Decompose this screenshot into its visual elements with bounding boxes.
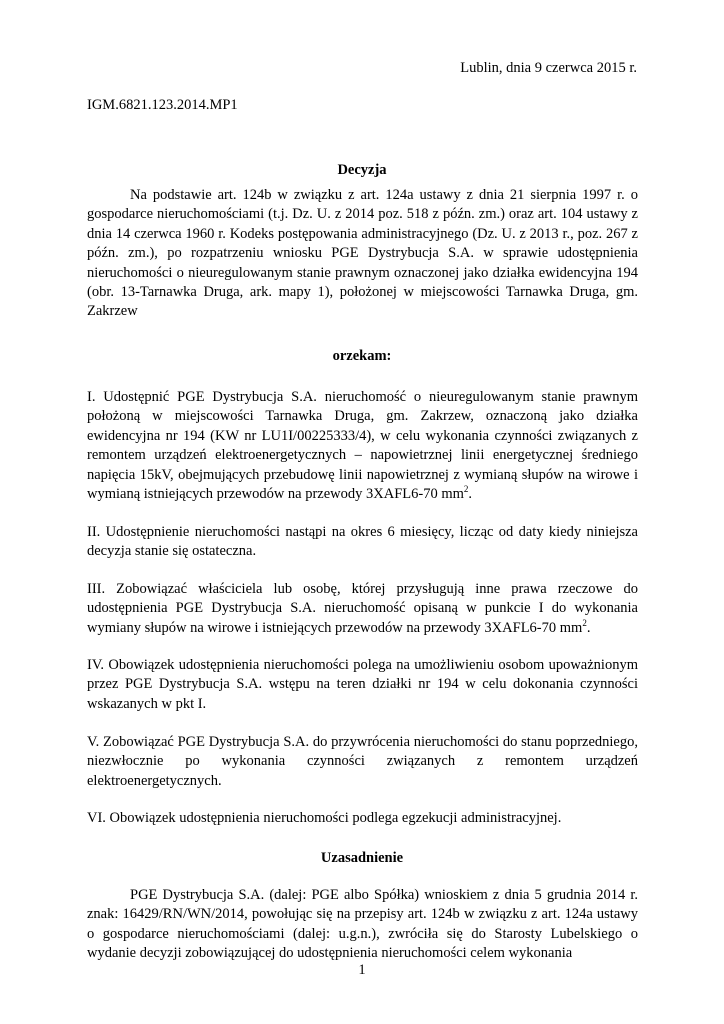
point-3 bbox=[87, 580, 638, 638]
point-1 bbox=[87, 388, 638, 504]
point-6: VI. Obowiązek udostępnienia nieruchomości podlega egzekucji administracyjnej. bbox=[87, 810, 562, 826]
point-1-superscript: 2 bbox=[463, 484, 469, 495]
case-reference: IGM.6821.123.2014.MP1 bbox=[87, 97, 238, 113]
point-3-text: III. Zobowiązać właściciela lub osobę, której przysługują inne prawa rzeczowe do udostępnienia PGE Dystrybucja S.A. nieruchomość opisaną w punkcie I do wykonania wymiany słupów na wirowe i istniejących przewodów na przewody 3XAFL6-70 mm bbox=[87, 581, 638, 636]
point-3-end: . bbox=[586, 619, 591, 636]
point-4: IV. Obowiązek udostępnienia nieruchomości polega na umożliwieniu osobom upoważnionym przez PGE Dystrybucja S.A. wstępu na teren działki nr 194 w celu dokonania czynności wskazanych w pkt I. bbox=[87, 657, 638, 712]
point-5: V. Zobowiązać PGE Dystrybucja S.A. do przywrócenia nieruchomości do stanu poprzedniego, niezwłocznie po wykonania czynności związanych z remontem urządzeń elektroenergetycznych. bbox=[87, 734, 638, 789]
decision-title: Decyzja bbox=[337, 162, 387, 178]
point-1-end: . bbox=[468, 486, 473, 503]
ruling-heading: orzekam: bbox=[332, 348, 392, 364]
justification-heading: Uzasadnienie bbox=[320, 850, 404, 866]
point-1-text: I. Udostępnić PGE Dystrybucja S.A. nieruchomość o nieuregulowanym stanie prawnym położoną w miejscowości Tarnawka Druga, gm. Zakrzew, oznaczoną jako działka ewidencyjna nr 194 (KW nr LU1I/00225333/4), w celu wykonania czynności związanych z remontem urządzeń elektroenergetycznych – napowietrznej linii energetycznej średniego napięcia 15kV, obejmujących przebudowę linii napowietrznej z wymianą słupów na wirowe i wymianą istniejących przewodów na przewody 3XAFL6-70 mm bbox=[87, 389, 638, 503]
place-date: Lublin, dnia 9 czerwca 2015 r. bbox=[460, 60, 637, 76]
justification-paragraph: PGE Dystrybucja S.A. (dalej: PGE albo Spółka) wnioskiem z dnia 5 grudnia 2014 r. znak: 16429/RN/WN/2014, powołując się na przepisy art. 124b w związku z art. 124a ustawy o gospodarce nieruchomościami (dalej: u.g.n.), zwróciła się do Starosty Lubelskiego o wydanie decyzji zobowiązującej do udostępnienia nieruchomości celem wykonania bbox=[87, 887, 638, 962]
point-2: II. Udostępnienie nieruchomości nastąpi na okres 6 miesięcy, licząc od daty kiedy niniejsza decyzja stanie się ostateczna. bbox=[87, 524, 638, 560]
page-number: 1 bbox=[358, 962, 366, 978]
intro-paragraph: Na podstawie art. 124b w związku z art. 124a ustawy z dnia 21 sierpnia 1997 r. o gospodarce nieruchomościami (t.j. Dz. U. z 2014 poz. 518 z późn. zm.) oraz art. 104 ustawy z dnia 14 czerwca 1960 r. Kodeks postępowania administracyjnego (Dz. U. z 2013 r., poz. 267 z późn. zm.), po rozpatrzeniu wniosku PGE Dystrybucja S.A. w sprawie udostępnienia nieruchomości o nieuregulowanym stanie prawnym oznaczonej jako działka ewidencyjna 194 (obr. 13-Tarnawka Druga, ark. mapy 1), położonej w miejscowości Tarnawka Druga, gm. Zakrzew bbox=[87, 187, 638, 320]
point-3-superscript: 2 bbox=[582, 617, 587, 628]
